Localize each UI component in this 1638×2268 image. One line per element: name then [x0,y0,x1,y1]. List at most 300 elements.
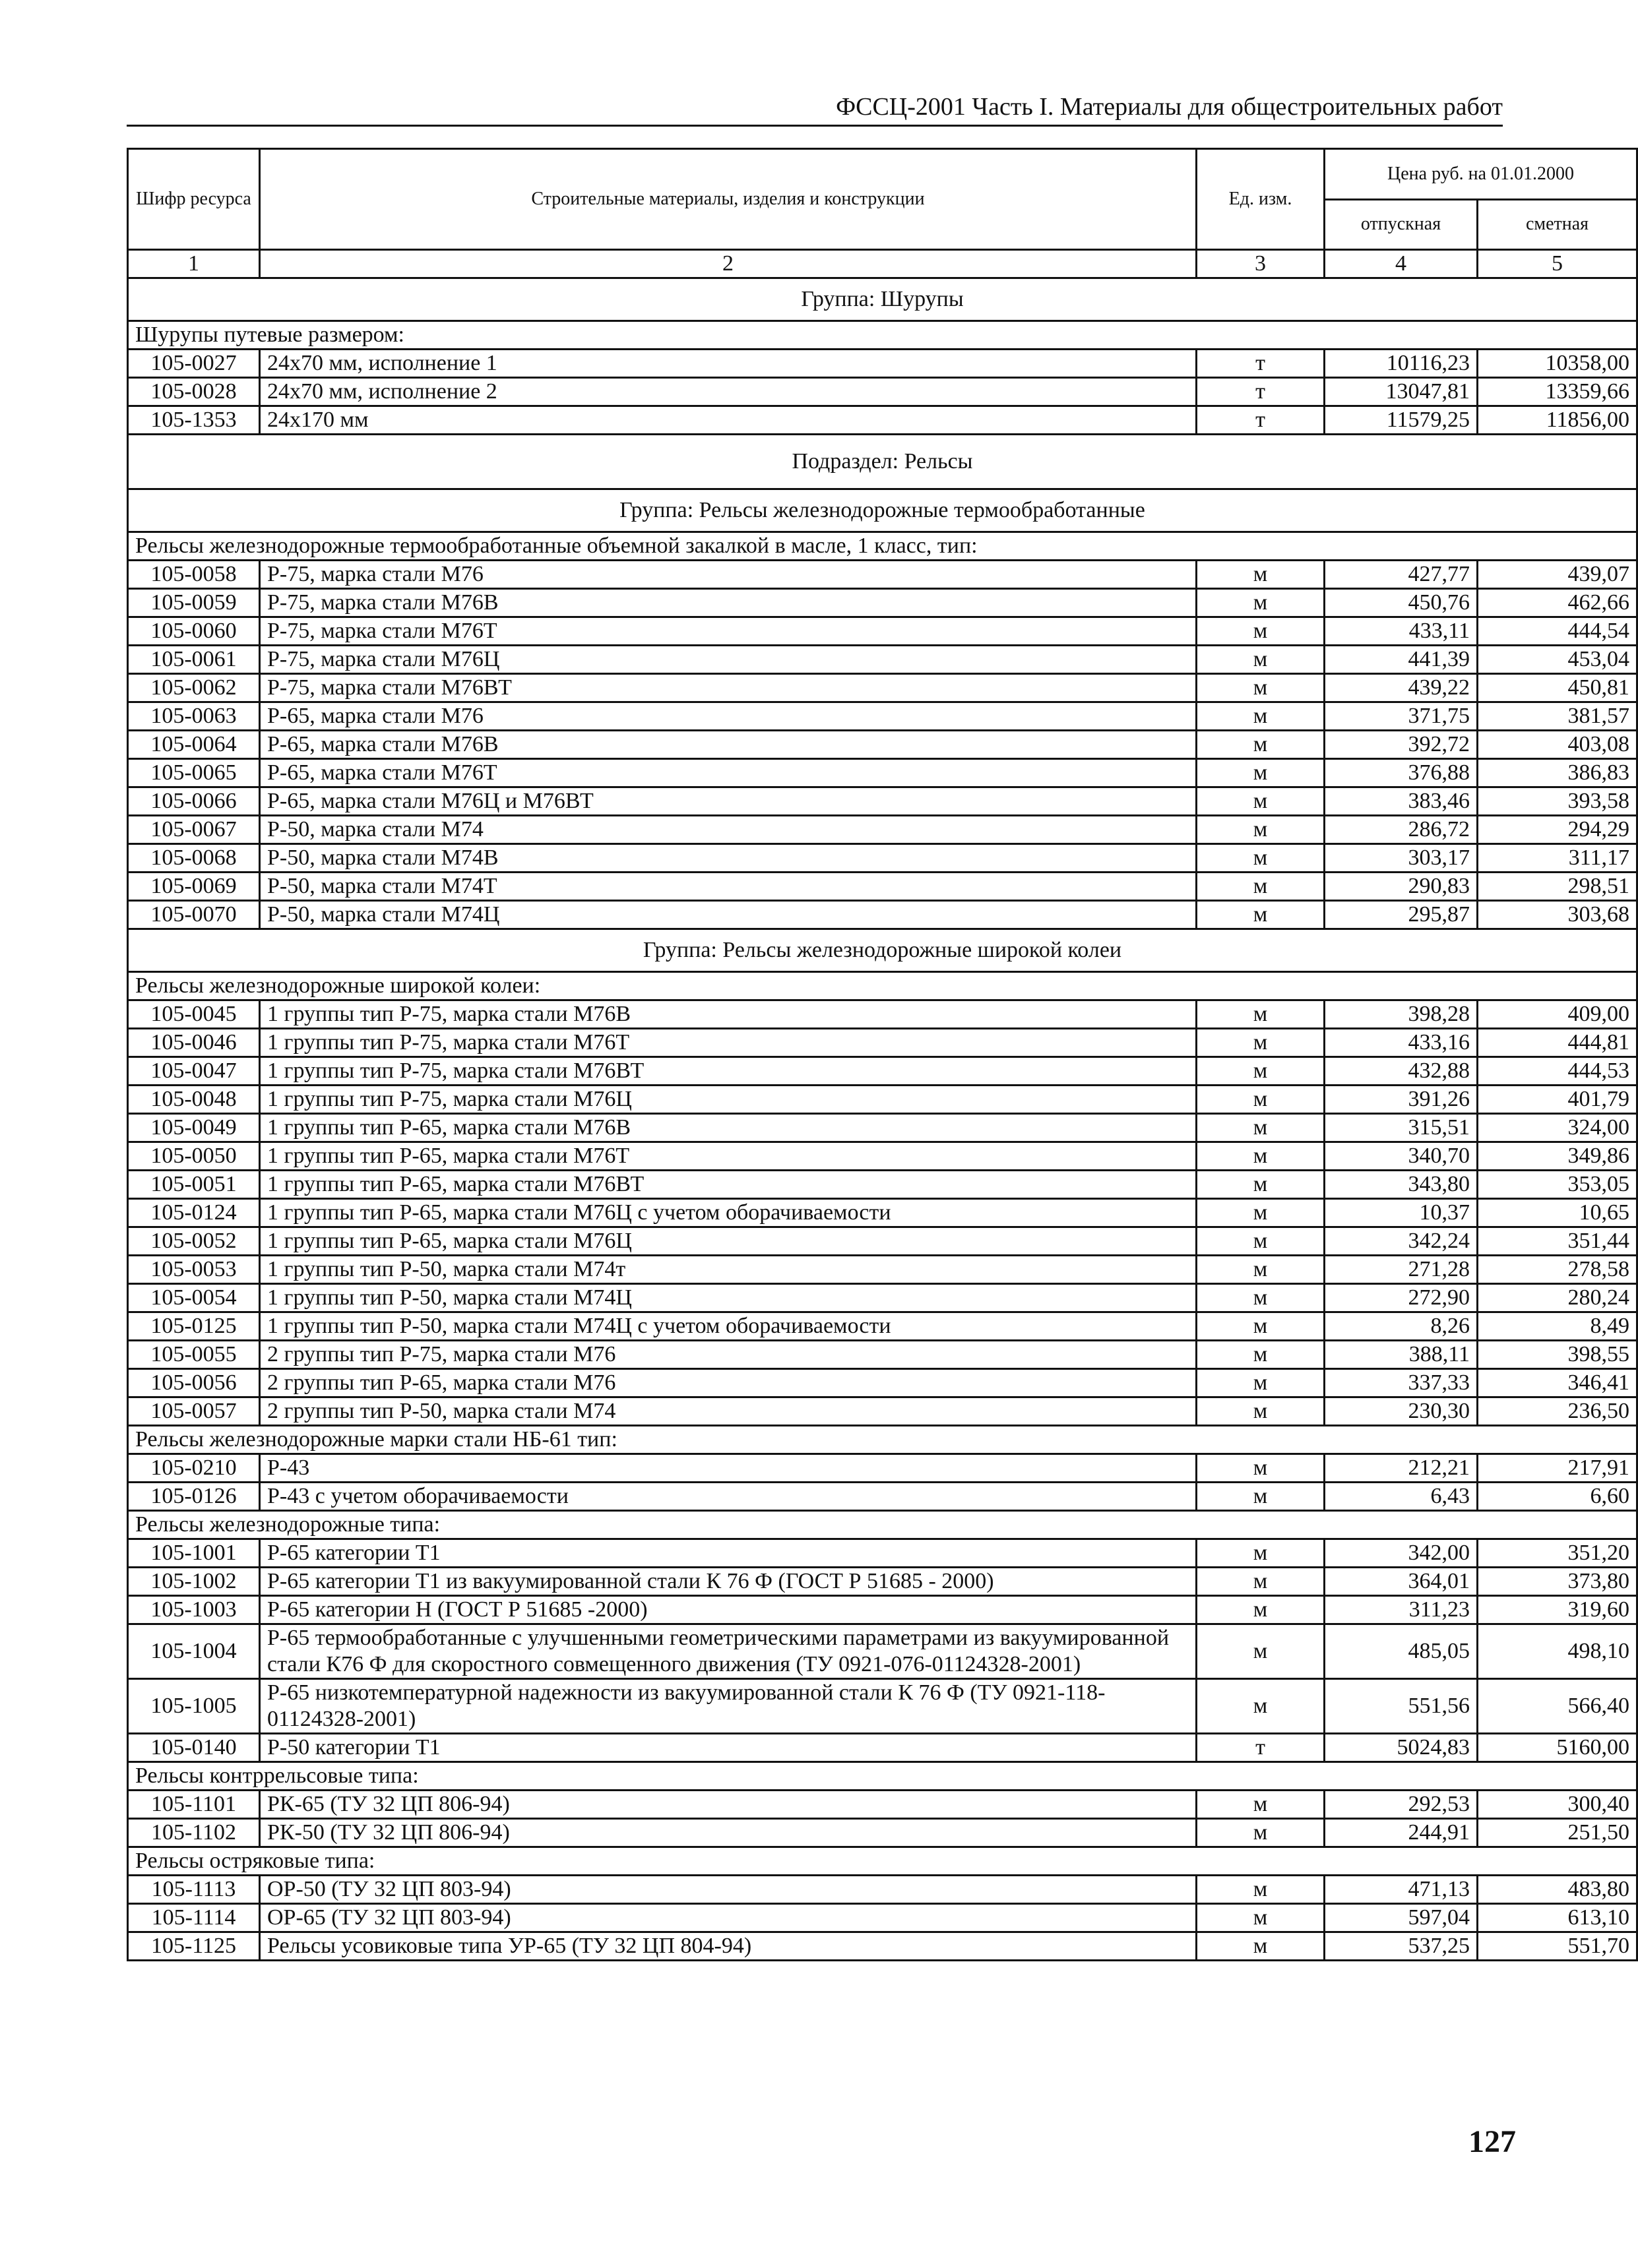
resource-code: 105-0053 [128,1256,260,1284]
estimate-price: 8,49 [1478,1312,1637,1341]
resource-code: 105-0061 [128,646,260,674]
table-row [128,1000,1637,1029]
resource-code: 105-0140 [128,1734,260,1762]
header-unit: Ед. изм. [1197,149,1325,250]
release-price: 13047,81 [1325,378,1478,406]
release-price: 303,17 [1325,844,1478,873]
resource-code: 105-0027 [128,350,260,378]
table-row [128,1791,1637,1819]
resource-code: 105-0060 [128,617,260,646]
material-name: 1 группы тип Р-65, марка стали М76В [260,1114,1197,1142]
material-name: Р-65, марка стали М76Т [260,759,1197,787]
table-row [128,1819,1637,1847]
estimate-price: 351,20 [1478,1539,1637,1568]
unit-of-measure: м [1197,731,1325,759]
table-row [128,1904,1637,1932]
estimate-price: 483,80 [1478,1876,1637,1904]
group-heading-row [128,929,1637,972]
resource-code: 105-0047 [128,1057,260,1086]
estimate-price: 346,41 [1478,1369,1637,1397]
unit-of-measure: т [1197,350,1325,378]
material-name: Рельсы усовиковые типа УР-65 (ТУ 32 ЦП 804-94) [260,1932,1197,1961]
material-name: Р-65, марка стали М76В [260,731,1197,759]
unit-of-measure: м [1197,1142,1325,1171]
estimate-price: 462,66 [1478,589,1637,617]
material-name: Р-43 с учетом оборачиваемости [260,1483,1197,1511]
resource-code: 105-0070 [128,901,260,929]
release-price: 10116,23 [1325,350,1478,378]
material-name: Р-50, марка стали М74 [260,816,1197,844]
table-row [128,1679,1637,1734]
table-row [128,1057,1637,1086]
release-price: 597,04 [1325,1904,1478,1932]
unit-of-measure: м [1197,1624,1325,1679]
unit-of-measure: м [1197,1227,1325,1256]
table-row [128,1568,1637,1596]
estimate-price: 11856,00 [1478,406,1637,435]
table-row [128,406,1637,435]
release-price: 392,72 [1325,731,1478,759]
column-numbers-row [128,250,1637,278]
release-price: 272,90 [1325,1284,1478,1312]
subgroup-heading-row [128,1426,1637,1454]
material-name: Р-65 термообработанные с улучшенными геометрическими параметрами из вакуумированной стали К76 Ф для скоростного совмещенного движения (ТУ 0921-076-01124328-2001) [260,1624,1197,1679]
unit-of-measure: м [1197,1596,1325,1624]
resource-code: 105-0065 [128,759,260,787]
resource-code: 105-0059 [128,589,260,617]
estimate-price: 439,07 [1478,561,1637,589]
estimate-price: 280,24 [1478,1284,1637,1312]
resource-code: 105-0068 [128,844,260,873]
resource-code: 105-0124 [128,1199,260,1227]
subgroup-heading: Шурупы путевые размером: [128,321,1637,350]
table-row [128,1227,1637,1256]
estimate-price: 5160,00 [1478,1734,1637,1762]
header-release: отпускная [1325,199,1478,250]
section-heading: Подраздел: Рельсы [128,435,1637,489]
release-price: 376,88 [1325,759,1478,787]
estimate-price: 298,51 [1478,873,1637,901]
unit-of-measure: м [1197,1312,1325,1341]
table-body [128,278,1637,1961]
table-row [128,1284,1637,1312]
table-row [128,787,1637,816]
unit-of-measure: м [1197,1876,1325,1904]
unit-of-measure: м [1197,816,1325,844]
release-price: 439,22 [1325,674,1478,702]
table-row [128,1256,1637,1284]
resource-code: 105-0052 [128,1227,260,1256]
material-name: 2 группы тип Р-65, марка стали М76 [260,1369,1197,1397]
table-row [128,731,1637,759]
unit-of-measure: м [1197,1454,1325,1483]
unit-of-measure: м [1197,702,1325,731]
unit-of-measure: м [1197,589,1325,617]
resource-code: 105-1102 [128,1819,260,1847]
unit-of-measure: м [1197,1057,1325,1086]
unit-of-measure: м [1197,1086,1325,1114]
release-price: 441,39 [1325,646,1478,674]
estimate-price: 278,58 [1478,1256,1637,1284]
release-price: 383,46 [1325,787,1478,816]
group-heading-row [128,278,1637,321]
table-row [128,702,1637,731]
resource-code: 105-0055 [128,1341,260,1369]
resource-code: 105-0064 [128,731,260,759]
table-row [128,1312,1637,1341]
table-row [128,1114,1637,1142]
resource-code: 105-0057 [128,1397,260,1426]
subgroup-heading: Рельсы железнодорожные широкой колеи: [128,972,1637,1000]
resource-code: 105-1113 [128,1876,260,1904]
material-name: Р-75, марка стали М76Ц [260,646,1197,674]
resource-code: 105-0046 [128,1029,260,1057]
release-price: 5024,83 [1325,1734,1478,1762]
resource-code: 105-0028 [128,378,260,406]
unit-of-measure: м [1197,1397,1325,1426]
material-name: Р-43 [260,1454,1197,1483]
unit-of-measure: м [1197,1568,1325,1596]
table-row [128,901,1637,929]
estimate-price: 403,08 [1478,731,1637,759]
subgroup-heading-row [128,1511,1637,1539]
table-header-row [128,149,1637,200]
estimate-price: 386,83 [1478,759,1637,787]
unit-of-measure: т [1197,378,1325,406]
material-name: Р-75, марка стали М76Т [260,617,1197,646]
estimate-price: 444,53 [1478,1057,1637,1086]
release-price: 290,83 [1325,873,1478,901]
release-price: 427,77 [1325,561,1478,589]
estimate-price: 450,81 [1478,674,1637,702]
resource-code: 105-1114 [128,1904,260,1932]
table-row [128,1397,1637,1426]
section-heading-row [128,435,1637,489]
unit-of-measure: т [1197,406,1325,435]
estimate-price: 393,58 [1478,787,1637,816]
resource-code: 105-0056 [128,1369,260,1397]
table-row [128,1876,1637,1904]
material-name: 24х170 мм [260,406,1197,435]
release-price: 244,91 [1325,1819,1478,1847]
table-row [128,1624,1637,1679]
resource-code: 105-0048 [128,1086,260,1114]
subgroup-heading: Рельсы железнодорожные типа: [128,1511,1637,1539]
material-name: РК-50 (ТУ 32 ЦП 806-94) [260,1819,1197,1847]
table-row [128,1142,1637,1171]
table-row [128,1029,1637,1057]
resource-code: 105-0067 [128,816,260,844]
release-price: 315,51 [1325,1114,1478,1142]
estimate-price: 409,00 [1478,1000,1637,1029]
estimate-price: 398,55 [1478,1341,1637,1369]
resource-code: 105-0066 [128,787,260,816]
table-row [128,1596,1637,1624]
unit-of-measure: м [1197,1819,1325,1847]
subgroup-heading-row [128,532,1637,561]
release-price: 212,21 [1325,1454,1478,1483]
resource-code: 105-1353 [128,406,260,435]
material-name: Р-75, марка стали М76ВТ [260,674,1197,702]
table-row [128,844,1637,873]
material-name: 1 группы тип Р-50, марка стали М74т [260,1256,1197,1284]
release-price: 391,26 [1325,1086,1478,1114]
release-price: 337,33 [1325,1369,1478,1397]
unit-of-measure: м [1197,1679,1325,1734]
release-price: 471,13 [1325,1876,1478,1904]
release-price: 398,28 [1325,1000,1478,1029]
page-number: 127 [1468,2124,1516,2159]
table-row [128,1932,1637,1961]
resource-code: 105-0045 [128,1000,260,1029]
estimate-price: 311,17 [1478,844,1637,873]
release-price: 10,37 [1325,1199,1478,1227]
document-header-title: ФССЦ-2001 Часть I. Материалы для общестроительных работ [836,93,1503,121]
resource-code: 105-1004 [128,1624,260,1679]
table-row [128,816,1637,844]
material-name: Р-75, марка стали М76 [260,561,1197,589]
release-price: 342,24 [1325,1227,1478,1256]
unit-of-measure: м [1197,1483,1325,1511]
estimate-price: 551,70 [1478,1932,1637,1961]
release-price: 11579,25 [1325,406,1478,435]
material-name: Р-65 категории Т1 [260,1539,1197,1568]
table-row [128,646,1637,674]
unit-of-measure: м [1197,1932,1325,1961]
release-price: 485,05 [1325,1624,1478,1679]
table-row [128,1369,1637,1397]
subgroup-heading-row [128,1762,1637,1791]
material-name: 1 группы тип Р-50, марка стали М74Ц [260,1284,1197,1312]
unit-of-measure: м [1197,759,1325,787]
material-name: Р-75, марка стали М76В [260,589,1197,617]
estimate-price: 251,50 [1478,1819,1637,1847]
subgroup-heading-row [128,321,1637,350]
estimate-price: 303,68 [1478,901,1637,929]
resource-code: 105-0049 [128,1114,260,1142]
material-name: Р-65 категории Т1 из вакуумированной стали К 76 Ф (ГОСТ Р 51685 - 2000) [260,1568,1197,1596]
release-price: 371,75 [1325,702,1478,731]
material-name: 24х70 мм, исполнение 1 [260,350,1197,378]
release-price: 286,72 [1325,816,1478,844]
estimate-price: 319,60 [1478,1596,1637,1624]
table-row [128,759,1637,787]
estimate-price: 566,40 [1478,1679,1637,1734]
resource-code: 105-0210 [128,1454,260,1483]
estimate-price: 613,10 [1478,1904,1637,1932]
material-name: Р-65, марка стали М76 [260,702,1197,731]
estimate-price: 373,80 [1478,1568,1637,1596]
table-row [128,873,1637,901]
subgroup-heading: Рельсы контррельсовые типа: [128,1762,1637,1791]
release-price: 551,56 [1325,1679,1478,1734]
table-row [128,1454,1637,1483]
estimate-price: 444,81 [1478,1029,1637,1057]
material-name: Р-50, марка стали М74В [260,844,1197,873]
subgroup-heading: Рельсы остряковые типа: [128,1847,1637,1876]
material-name: 24х70 мм, исполнение 2 [260,378,1197,406]
header-estimate: сметная [1478,199,1637,250]
unit-of-measure: м [1197,901,1325,929]
material-name: 1 группы тип Р-75, марка стали М76В [260,1000,1197,1029]
material-name: ОР-50 (ТУ 32 ЦП 803-94) [260,1876,1197,1904]
estimate-price: 444,54 [1478,617,1637,646]
release-price: 271,28 [1325,1256,1478,1284]
resource-code: 105-1003 [128,1596,260,1624]
release-price: 295,87 [1325,901,1478,929]
release-price: 433,11 [1325,617,1478,646]
subgroup-heading-row [128,1847,1637,1876]
resource-code: 105-1002 [128,1568,260,1596]
material-name: 1 группы тип Р-50, марка стали М74Ц с учетом оборачиваемости [260,1312,1197,1341]
table-row [128,1199,1637,1227]
unit-of-measure: м [1197,1539,1325,1568]
estimate-price: 10,65 [1478,1199,1637,1227]
table-row [128,1734,1637,1762]
release-price: 388,11 [1325,1341,1478,1369]
unit-of-measure: м [1197,1000,1325,1029]
table-row [128,1171,1637,1199]
material-name: Р-65 низкотемпературной надежности из вакуумированной стали К 76 Ф (ТУ 0921-118-01124328-2001) [260,1679,1197,1734]
material-name: Р-65 категории Н (ГОСТ Р 51685 -2000) [260,1596,1197,1624]
resource-code: 105-1005 [128,1679,260,1734]
material-name: 2 группы тип Р-75, марка стали М76 [260,1341,1197,1369]
unit-of-measure: т [1197,1734,1325,1762]
table-row [128,561,1637,589]
resource-code: 105-0054 [128,1284,260,1312]
estimate-price: 13359,66 [1478,378,1637,406]
release-price: 230,30 [1325,1397,1478,1426]
group-heading: Группа: Шурупы [128,278,1637,321]
resource-code: 105-0126 [128,1483,260,1511]
table-row [128,378,1637,406]
unit-of-measure: м [1197,1114,1325,1142]
unit-of-measure: м [1197,1341,1325,1369]
material-name: РК-65 (ТУ 32 ЦП 806-94) [260,1791,1197,1819]
unit-of-measure: м [1197,873,1325,901]
subgroup-heading-row [128,972,1637,1000]
release-price: 432,88 [1325,1057,1478,1086]
unit-of-measure: м [1197,787,1325,816]
resource-code: 105-0125 [128,1312,260,1341]
resource-code: 105-0069 [128,873,260,901]
subgroup-heading: Рельсы железнодорожные термообработанные объемной закалкой в масле, 1 класс, тип: [128,532,1637,561]
material-name: Р-50, марка стали М74Т [260,873,1197,901]
unit-of-measure: м [1197,844,1325,873]
estimate-price: 349,86 [1478,1142,1637,1171]
material-name: 1 группы тип Р-65, марка стали М76Ц [260,1227,1197,1256]
release-price: 340,70 [1325,1142,1478,1171]
resource-code: 105-0058 [128,561,260,589]
release-price: 537,25 [1325,1932,1478,1961]
release-price: 8,26 [1325,1312,1478,1341]
release-price: 342,00 [1325,1539,1478,1568]
material-name: 1 группы тип Р-65, марка стали М76ВТ [260,1171,1197,1199]
material-name: Р-65, марка стали М76Ц и М76ВТ [260,787,1197,816]
material-name: 1 группы тип Р-75, марка стали М76Ц [260,1086,1197,1114]
unit-of-measure: м [1197,1029,1325,1057]
resource-code: 105-0050 [128,1142,260,1171]
resource-code: 105-0062 [128,674,260,702]
header-name: Строительные материалы, изделия и конструкции [260,149,1197,250]
column-number: 5 [1478,250,1637,278]
subgroup-heading: Рельсы железнодорожные марки стали НБ-61 тип: [128,1426,1637,1454]
release-price: 433,16 [1325,1029,1478,1057]
material-name: Р-50 категории Т1 [260,1734,1197,1762]
price-table [127,148,1638,1961]
estimate-price: 381,57 [1478,702,1637,731]
estimate-price: 498,10 [1478,1624,1637,1679]
material-name: Р-50, марка стали М74Ц [260,901,1197,929]
unit-of-measure: м [1197,646,1325,674]
table-row [128,617,1637,646]
unit-of-measure: м [1197,1171,1325,1199]
material-name: 2 группы тип Р-50, марка стали М74 [260,1397,1197,1426]
column-number: 2 [260,250,1197,278]
estimate-price: 453,04 [1478,646,1637,674]
resource-code: 105-1001 [128,1539,260,1568]
estimate-price: 294,29 [1478,816,1637,844]
release-price: 450,76 [1325,589,1478,617]
material-name: 1 группы тип Р-75, марка стали М76Т [260,1029,1197,1057]
table-row [128,589,1637,617]
release-price: 311,23 [1325,1596,1478,1624]
estimate-price: 401,79 [1478,1086,1637,1114]
estimate-price: 351,44 [1478,1227,1637,1256]
estimate-price: 300,40 [1478,1791,1637,1819]
release-price: 364,01 [1325,1568,1478,1596]
unit-of-measure: м [1197,674,1325,702]
unit-of-measure: м [1197,1369,1325,1397]
column-number: 1 [128,250,260,278]
unit-of-measure: м [1197,1284,1325,1312]
release-price: 6,43 [1325,1483,1478,1511]
material-name: ОР-65 (ТУ 32 ЦП 803-94) [260,1904,1197,1932]
table-row [128,1341,1637,1369]
estimate-price: 10358,00 [1478,350,1637,378]
group-heading: Группа: Рельсы железнодорожные термообработанные [128,489,1637,532]
resource-code: 105-0051 [128,1171,260,1199]
release-price: 343,80 [1325,1171,1478,1199]
material-name: 1 группы тип Р-65, марка стали М76Т [260,1142,1197,1171]
release-price: 292,53 [1325,1791,1478,1819]
table-row [128,350,1637,378]
unit-of-measure: м [1197,617,1325,646]
table-row [128,1539,1637,1568]
column-number: 3 [1197,250,1325,278]
estimate-price: 217,91 [1478,1454,1637,1483]
material-name: 1 группы тип Р-75, марка стали М76ВТ [260,1057,1197,1086]
resource-code: 105-0063 [128,702,260,731]
estimate-price: 324,00 [1478,1114,1637,1142]
group-heading-row [128,489,1637,532]
unit-of-measure: м [1197,561,1325,589]
resource-code: 105-1101 [128,1791,260,1819]
unit-of-measure: м [1197,1791,1325,1819]
header-price: Цена руб. на 01.01.2000 [1325,149,1637,200]
table-row [128,1086,1637,1114]
unit-of-measure: м [1197,1199,1325,1227]
estimate-price: 236,50 [1478,1397,1637,1426]
table-row [128,674,1637,702]
estimate-price: 6,60 [1478,1483,1637,1511]
table-row [128,1483,1637,1511]
resource-code: 105-1125 [128,1932,260,1961]
material-name: 1 группы тип Р-65, марка стали М76Ц с учетом оборачиваемости [260,1199,1197,1227]
header-rule [127,125,1503,127]
unit-of-measure: м [1197,1256,1325,1284]
group-heading: Группа: Рельсы железнодорожные широкой колеи [128,929,1637,972]
